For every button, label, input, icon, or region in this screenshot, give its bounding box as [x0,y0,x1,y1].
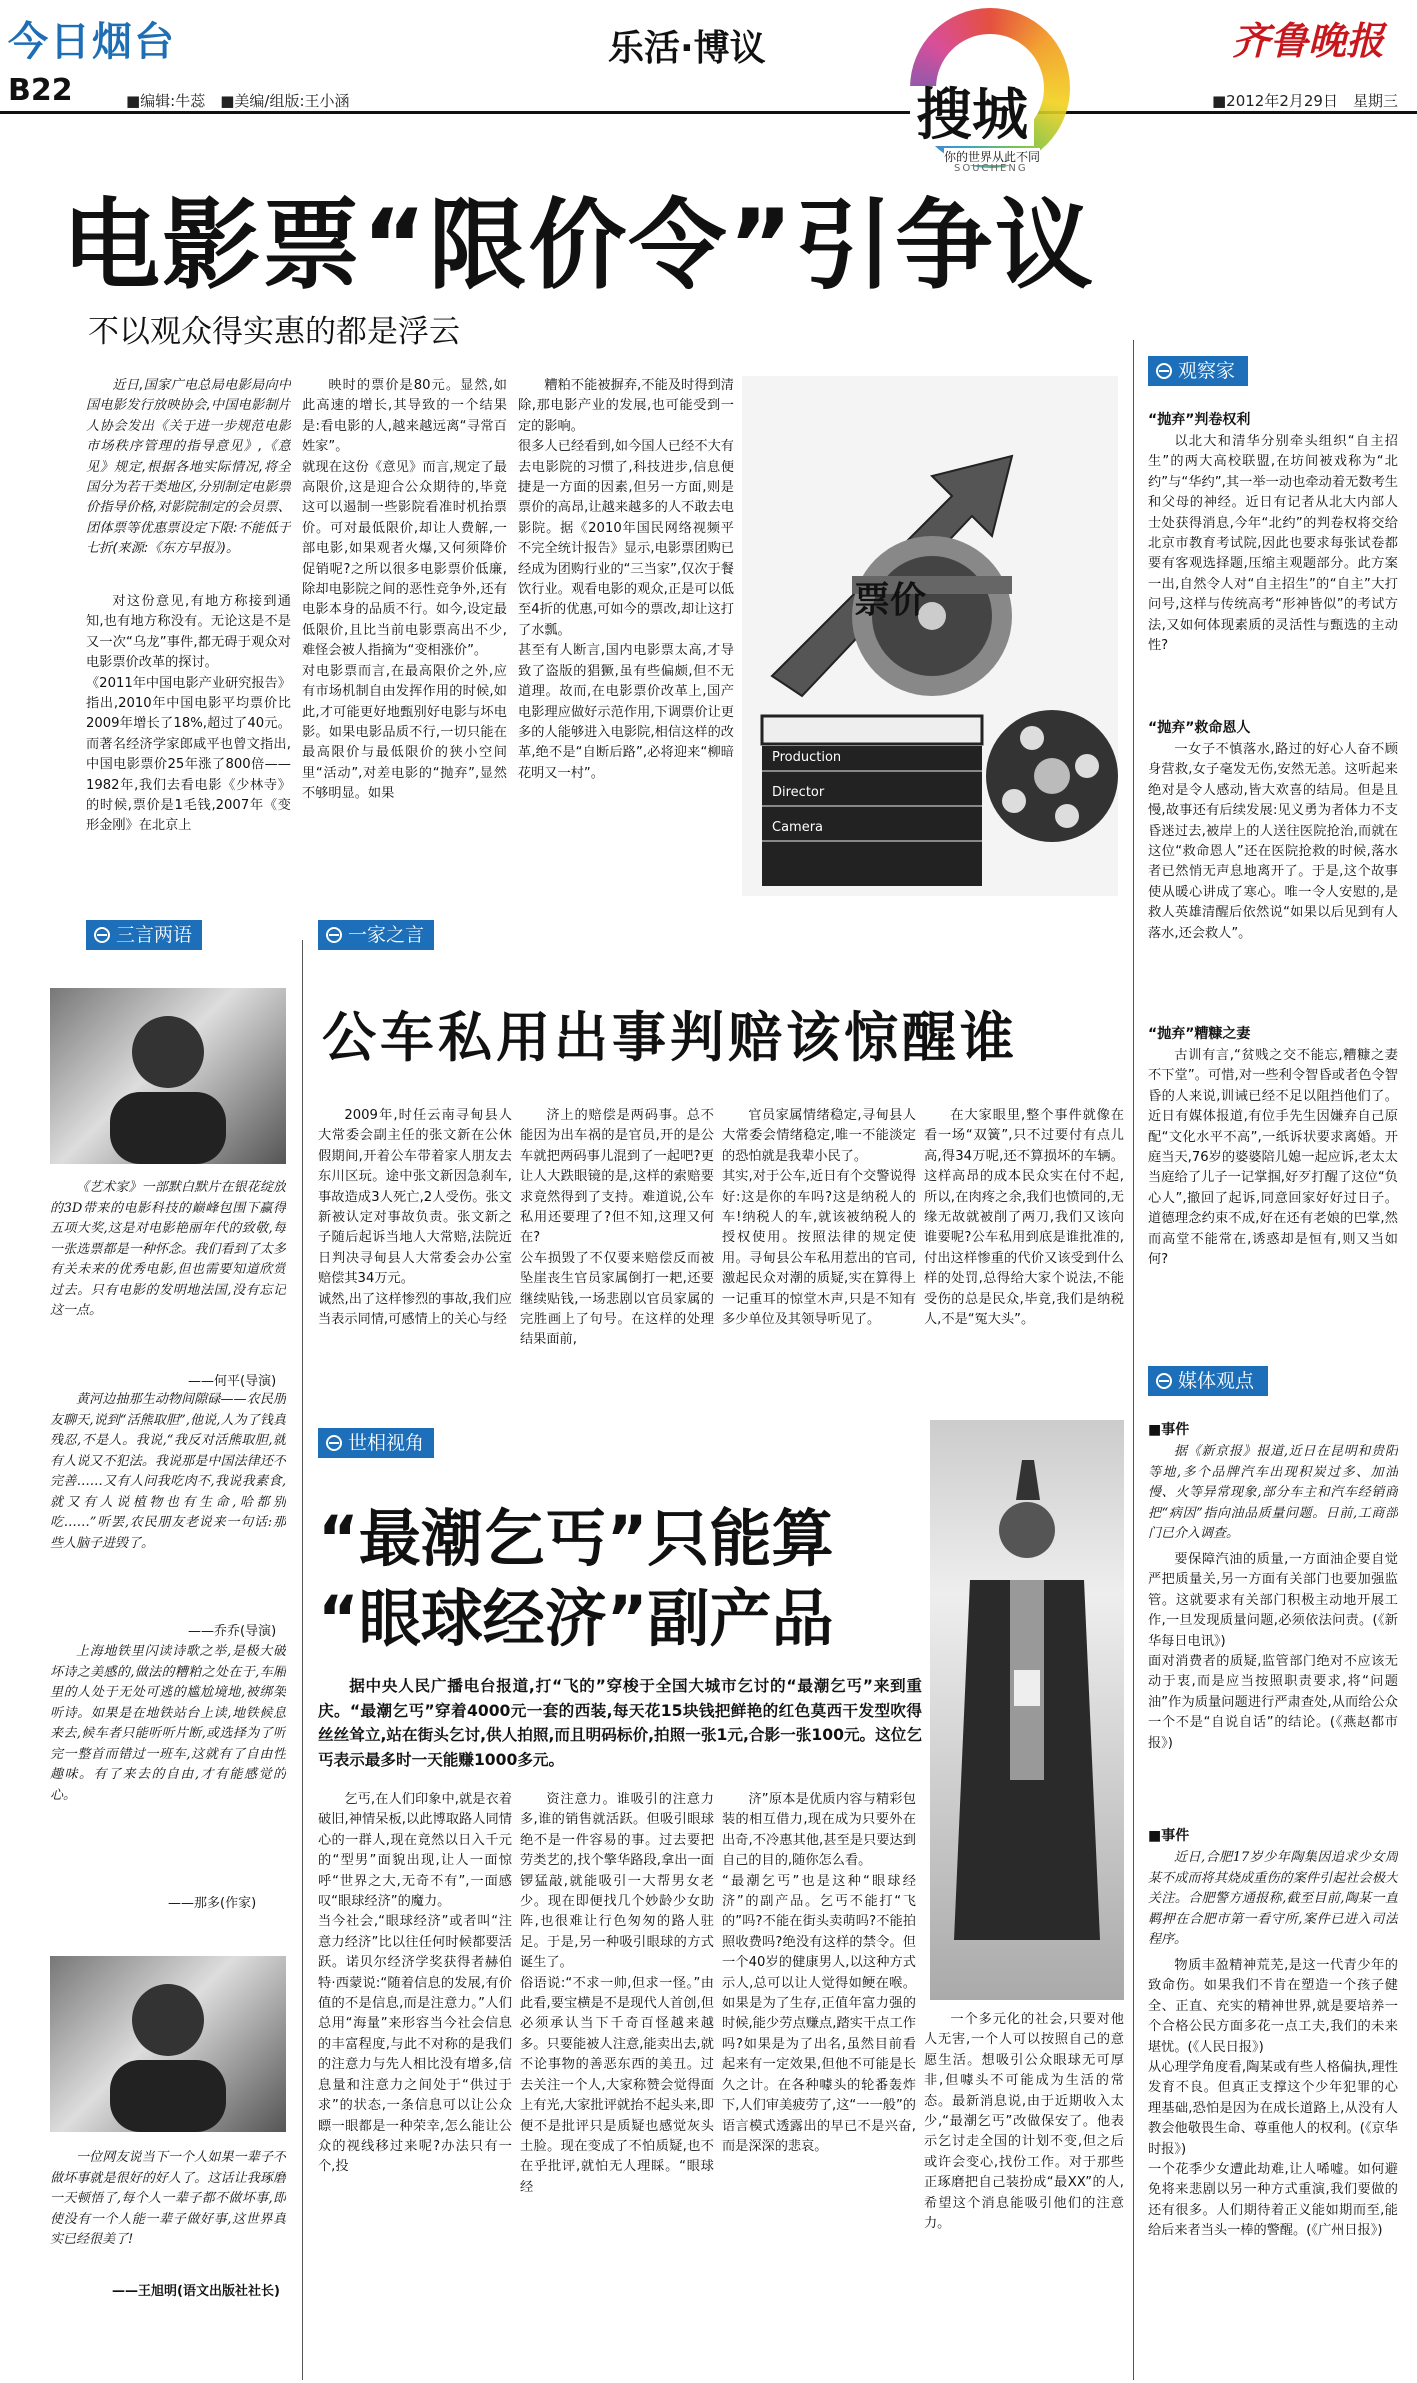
logo-slogan: 你的世界从此不同 [944,150,1041,164]
guancha-p3: 古训有言,“贫贱之交不能忘,糟糠之妻不下堂”。可惜,对一些利令智昏或者色令智昏的人来说,训诫已经不足以阻挡他们了。近日有媒体报道,有位手先生因嫌弃自己原配“文化水平不高”,一纸诉状要求离婚。开庭当天,76岁的婆婆陪儿媳一起应诉,老太太当庭给了儿子一记掌掴,好歹打醒了这位“负心人”,撤回了起诉,同意回家好好过日子。道德理念约束不成,好在还有老娘的巴掌,然而高堂不能常在,诱惑却是恒有,则又当如何? [1148,1048,1398,1268]
main-headline: 电影票“限价令”引争议 [62,189,1095,303]
main-col3: 糟粕不能被摒弃,不能及时得到清除,那电影产业的发展,也可能受到一定的影响。 很多人已经看到,如今国人已经不大有去电影院的习惯了,科技进步,信息便捷是一方面的因素,但另一方面,则是票价的高昂,让越来越多的人不敢去电影院。据《2010年国民网络视频平不完全统计报告》显示,电影票团购已经成为团购行业的“三当家”,仅次于餐饮行业。观看电影的观众,正是可以低至4折的优惠,可如今的票改,却让这打了水瓢。 甚至有人断言,国内电影票太高,才导致了盗版的猖獗,虽有些偏颇,但不无道理。故而,在电影票价改革上,国产电影理应做好示范作用,下调票价让更多的人能够进入电影院,相信这样的改革,绝不是“自断后路”,必将迎来“柳暗花明又一村”。 [518,378,734,781]
tag-yijia [318,920,434,950]
section-left-title: 今日烟台 [8,19,176,65]
shixiang-headline-1: “最潮乞丐”只能算 [318,1502,834,1575]
editor-credits: ■编辑:牛蕊 ■美编/组版:王小涵 [126,92,350,110]
tag-shixiang [318,1428,434,1458]
quote-wang-xuming: 一位网友说当下一个人如果一辈子不做坏事就是很好的好人了。这话让我琢磨一天顿悟了,每个人一辈子都不做坏事,即使没有一个人能一辈子做好事,这世界真实已经很美了! [50,2150,286,2247]
beggar-figure-icon [930,1420,1124,2000]
soucheng-logo [870,0,1110,174]
portrait-silhouette-icon [50,1956,286,2132]
guancha-sub2: “抛弃”救命恩人 [1148,720,1251,736]
guancha-sub1: “抛弃”判卷权利 [1148,412,1251,428]
shixiang-col4: 一个多元化的社会,只要对他人无害,一个人可以按照自己的意愿生活。想吸引公众眼球无可厚非,但噱头不可能成为生活的常态。最新消息说,由于近期收入太少,“最潮乞丐”改做保安了。他表示乞讨走全国的计划不变,但之后或许会变心,找份工作。对于那些正琢磨把自己装扮成“最XX”的人,希望这个消息能吸引他们的注意力。 [924,2012,1124,2232]
tag-guancha [1148,356,1248,386]
yijia-col3: 官员家属情绪稳定,寻甸县人大常委会情绪稳定,唯一不能淡定的恐怕就是我辈小民了。 其实,对于公车,近日有个交警说得好:这是你的车吗?这是纳税人的车!纳税人的车,就该被纳税人的授权使用。按照法律的规定使用。寻甸县公车私用惹出的官司,激起民众对潮的质疑,实在算得上一记重耳的惊堂木声,只是不知有多少单位及其领导听见了。 [722,1108,916,1328]
meiti-event2: 近日,合肥17岁少年陶集因追求少女周某不成而将其烧成重伤的案件引起社会极大关注。合肥警方通报称,截至目前,陶某一直羁押在合肥市第一看守所,案件已进入司法程序。 [1148,1850,1398,1947]
meiti-event1: 据《新京报》报道,近日在昆明和贵阳等地,多个品牌汽车出现积炭过多、加油慢、火等异常现象,部分车主和汽车经销商把“病因”指向油品质量问题。日前,工商部门已介入调查。 [1148,1444,1398,1541]
logo-title: 搜城 [910,86,1034,146]
shixiang-col1: 乞丐,在人们印象中,就是衣着破旧,神情呆板,以此博取路人同情心的一群人,现在竟然以日入千元的“型男”面貌出现,让人一面惊呼“世界之大,无奇不有”,一面感叹“眼球经济”的魔力。 当今社会,“眼球经济”或者叫“注意力经济”比以往任何时候都要活跃。诺贝尔经济学奖获得者赫伯特·西蒙说:“随着信息的发展,有价值的不是信息,而是注意力。”人们总用“海量”来形容当今社会信息的丰富程度,与此不对称的是我们的注意力与先人相比没有增多,信息量和注意力之间处于“供过于求”的状态,一条信息可以让公众瞟一眼都是一种荣幸,怎么能让公众的视线移过来呢?办法只有一个,投 [318,1792,512,2175]
clapper-line-2: Director [772,785,825,800]
tag-badge-icon [94,927,110,943]
tag-badge-icon [326,1435,342,1451]
yijia-col4: 在大家眼里,整个事件就像在看一场“双簧”,只不过要付有点儿高,得34万呢,还不算损坏的车辆。这样高昂的成本民众实在付不起,所以,在肉疼之余,我们也愤同的,无缘无故就被削了两刀,我们又该向谁要呢?公车私用到底是谁批准的,付出这样惨重的代价又该受到什么样的处罚,总得给大家个说法,不能受伤的总是民众,毕竟,我们是纳税人,不是“冤大头”。 [924,1108,1124,1328]
tag-badge-icon [1156,363,1172,379]
right-column-divider [1133,340,1134,2380]
meiti-sub2: ■事件 [1148,1828,1190,1844]
shixiang-col3: 济”原本是优质内容与精彩包装的相互借力,现在成为只要外在出奇,不冷惠其他,甚至是只要达到自己的目的,随你怎么看。 “最潮乞丐”也是这种“眼球经济”的副产品。乞丐不能打“飞的”吗?不能在街头卖萌吗?不能拍照收费吗?绝没有这样的禁令。但一个40岁的健康男人,以这种方式示人,总可以让人觉得如鲠在喉。如果是为了生存,正值年富力强的时候,能少劳点赚点,踏实干点工作吗?如果是为了出名,虽然目前看起来有一定效果,但他不可能是长久之计。在各种噱头的轮番轰炸下,人们审美疲劳了,这“一一般”的语言模式透露出的早已不是兴奋,而是深深的悲哀。 [722,1792,916,2154]
main-col1: 对这份意见,有地方称接到通知,也有地方称没有。无论这是不是又一次“乌龙”事件,都无碍于观众对电影票价改革的探讨。 《2011年中国电影产业研究报告》指出,2010年中国电影平均票价比2009年增长了18%,超过了40元。而著名经济学家郎咸平也曾文指出,中国电影票价25年涨了800倍——1982年,我们去看电影《少林寺》的时候,票价是1毛钱,2007年《变形金刚》在北京上 [86,594,291,834]
sig-wang-xuming: ——王旭明(语文出版社社长) [112,2284,280,2299]
masthead [0,0,1417,174]
main-lead: 近日,国家广电总局电影局向中国电影发行放映协会,中国电影制片人协会发出《关于进一步规范电影市场秩序管理的指导意见》,《意见》规定,根据各地实际情况,将全国分为若干类地区,分别制定电影票价指导价格,对影院制定的会员票、团体票等优惠票设定下限:不能低于七折(来源:《东方早报》)。 [86,378,291,557]
tag-meiti-label: 媒体观点 [1178,1370,1255,1392]
yijia-col2: 济上的赔偿是两码事。总不能因为出车祸的是官员,开的是公车就把两码事儿混到了一起吧?更让人大跌眼镜的是,这样的索赔要求竟然得到了支持。难道说,公车私用还要理了?但不知,这理又何在? 公车损毁了不仅要来赔偿反而被坠崖丧生官员家属倒打一耙,还要继续贴钱,一场悲剧以官员家属的完胜画上了句号。在这样的处理结果面前, [520,1108,714,1348]
illustration-label: 票价 [854,580,927,621]
clapper-line-1: Production [772,750,842,765]
issue-date: ■2012年2月29日 星期三 [1212,92,1398,110]
tag-sanyan [86,920,202,950]
meiti-views1: 要保障汽油的质量,一方面油企要自觉严把质量关,另一方面有关部门也要加强监管。这就要求有关部门积极主动地开展工作,一旦发现质量问题,必须依法问责。(《新华每日电讯》) 面对消费者的质疑,监管部门绝对不应该无动于衷,而是应当按照职责要求,将“问题油”作为质量问题进行严肃查处,从而给公众一个不是“自说自话”的结论。(《燕赵都市报》) [1148,1552,1398,1751]
paper-name: 齐鲁晚报 [1232,18,1385,63]
portrait-he-ping [50,988,286,1164]
quote-na-duo: 上海地铁里闪读诗歌之举,是极大破坏诗之美感的,做法的糟粕之处在于,车厢里的人处于无处可逃的尴尬境地,被绑架听诗。如果是在地铁站台上读,地铁候息来去,候车者只能听听片断,或选择为了听完一整首而错过一班车,这就有了自由性趣味。有了来去的自由,才有能感觉的心。 [50,1644,286,1803]
film-illustration [742,376,1118,896]
section-center-title: 乐活·博议 [608,28,766,69]
tag-sanyan-label: 三言两语 [116,924,193,946]
masthead-rule [0,111,1417,114]
tag-meiti [1148,1366,1268,1396]
logo-pinyin: SOUCHENG [954,163,1028,174]
left-column-divider [302,940,303,2380]
guancha-p2: 一女子不慎落水,路过的好心人奋不顾身营救,女子毫发无伤,安然无恙。这听起来绝对是令人感动,皆大欢喜的结局。但是且慢,故事还有后续发展:见义勇为者体力不支昏迷过去,被岸上的人送往医院抢治,而就在这位“救命恩人”还在医院抢救的时候,落水者已然悄无声息地离开了。于是,这个故事使从暖心讲成了寒心。唯一令人安慰的,是救人英雄清醒后依然说“如果以后见到有人落水,还会救人”。 [1148,742,1398,941]
beggar-photo [930,1420,1124,2000]
shixiang-lead: 据中央人民广播电台报道,打“飞的”穿梭于全国大城市乞讨的“最潮乞丐”来到重庆。“最潮乞丐”穿着4000元一套的西装,每天花15块钱把鲜艳的红色莫西干发型吹得丝丝耸立,站在街头乞讨,供人拍照,而且明码标价,拍照一张1元,合影一张100元。这位乞丐表示最多时一天能赚1000多元。 [318,1677,922,1769]
tag-badge-icon [1156,1373,1172,1389]
portrait-silhouette-icon [50,988,286,1164]
yijia-col1: 2009年,时任云南寻甸县人大常委会副主任的张文新在公休假期间,开着公车带着家人朋友去东川区玩。途中张文新因急刹车,事故造成3人死亡,2人受伤。张文新被认定对事故负责。张文新之子随后起诉当地人大常赔,法院近日判决寻甸县人大常委会办公室赔偿其34万元。 诚然,出了这样惨烈的事故,我们应当表示同情,可感情上的关心与经 [318,1108,512,1328]
main-col2: 映时的票价是80元。显然,如此高速的增长,其导致的一个结果是:看电影的人,越来越远离“寻常百姓家”。 就现在这份《意见》而言,规定了最高限价,这是迎合公众期待的,毕竟这可以遏制一些影院看准时机抬票价。可对最低限价,却让人费解,一部电影,如果观者火爆,又何须降价促销呢?之所以很多电影票价低廉,除却电影院之间的恶性竞争外,还有电影本身的品质不行。如今,设定最低限价,且比当前电影票高出不少,难怪会被人指摘为“变相涨价”。 对电影票而言,在最高限价之外,应有市场机制自由发挥作用的时候,如此,才可能更好地甄别好电影与坏电影。如果电影品质不行,一切只能在最高限价与最低限价的狭小空间里“活动”,对差电影的“抛弃”,显然不够明显。如果 [302,378,507,802]
page-number: B22 [8,73,73,108]
yijia-headline: 公车私用出事判赔该惊醒谁 [322,1006,1018,1069]
tag-badge-icon [326,927,342,943]
guancha-sub3: “抛弃”糟糠之妻 [1148,1026,1251,1042]
meiti-views2: 物质丰盈精神荒芜,是这一代青少年的致命伤。如果我们不肯在塑造一个孩子健全、正直、充实的精神世界,就是要培养一个合格公民方面多花一点工夫,我们的未来堪忧。(《人民日报》) 从心理学角度看,陶某或有些人格偏执,理性发育不良。但真正支撑这个少年犯罪的心理基础,恐怕是因为在成长道路上,从没有人教会他敬畏生命、尊重他人的权利。(《京华时报》) 一个花季少女遭此劫难,让人唏嘘。如何避免将来悲剧以另一种方式重演,我们要做的还有很多。人们期待着正义能如期而至,能给后来者当头一棒的警醒。(《广州日报》) [1148,1958,1398,2239]
portrait-wang-xuming [50,1956,286,2132]
main-subhead: 不以观众得实惠的都是浮云 [88,314,460,350]
clapper-line-3: Camera [772,820,824,835]
guancha-p1: 以北大和清华分别牵头组织“自主招生”的两大高校联盟,在坊间被戏称为“北约”与“华约”,其一举一动也牵动着无数考生和父母的神经。近日有记者从北大内部人士处获得消息,今年“北约”的判卷权将交给北京市教育考试院,因此也要求每张试卷都要有客观选择题,压缩主观题部分。此方案一出,自然令人对“自主招生”的“自主”大打问号,这样与传统高考“形神皆似”的考试方法,又如何体现素质的灵活性与甄选的主动性? [1148,434,1398,654]
sig-he-ping: ——何平(导演) [188,1374,277,1389]
sig-na-duo: ——那多(作家) [168,1896,257,1911]
shixiang-headline-2: “眼球经济”副产品 [318,1582,834,1655]
tag-guancha-label: 观察家 [1178,360,1236,382]
sig-qiao-qiao: ——乔乔(导演) [188,1624,277,1639]
quote-he-ping: 《艺术家》一部默白默片在银花绽放的3D带来的电影科技的巅峰包围下赢得五项大奖,这是对电影艳丽年代的致敬,每一张选票都是一种怀念。我们看到了太多有关未来的优秀电影,但也需要知道欣赏过去。只有电影的发明地法国,没有忘记这一点。 [50,1180,286,1318]
shixiang-col2: 资注意力。谁吸引的注意力多,谁的销售就活跃。但吸引眼球绝不是一件容易的事。过去要把劳类艺的,找个擎华路段,拿出一面锣猛敲,就能吸引一大帮男女老少。现在即便找几个妙龄少女助阵,也很难让行色匆匆的路人驻足。于是,另一种吸引眼球的方式诞生了。 俗语说:“不求一帅,但求一怪。”由此看,要宝横是不是现代人首创,但必须承认当下千奇百怪越来越多。只要能被人注意,能卖出去,就不论事物的善恶东西的美丑。过去关注一个人,大家称赞会觉得面上有光,大家批评就抬不起头来,即便不是批评只是质疑也感觉灰头土脸。现在变成了不怕质疑,也不在乎批评,就怕无人理睬。“眼球经 [520,1792,714,2195]
quote-qiao-qiao: 黄河边抽那生动物间隙碌——农民朋友聊天,说到“活熊取胆”,他说,人为了钱真残忍,不是人。我说,“我反对活熊取胆,就有人说又不犯法。我说那是中国法律还不完善……又有人问我吃肉不,我说我素食,就又有人说植物也有生命,哈都别吃……”听罢,农民朋友老说来一句话:那些人脑子进毁了。 [50,1392,286,1551]
tag-yijia-label: 一家之言 [348,924,425,946]
meiti-sub1: ■事件 [1148,1422,1190,1438]
tag-shixiang-label: 世相视角 [348,1432,425,1454]
film-reel-image [742,376,1118,896]
